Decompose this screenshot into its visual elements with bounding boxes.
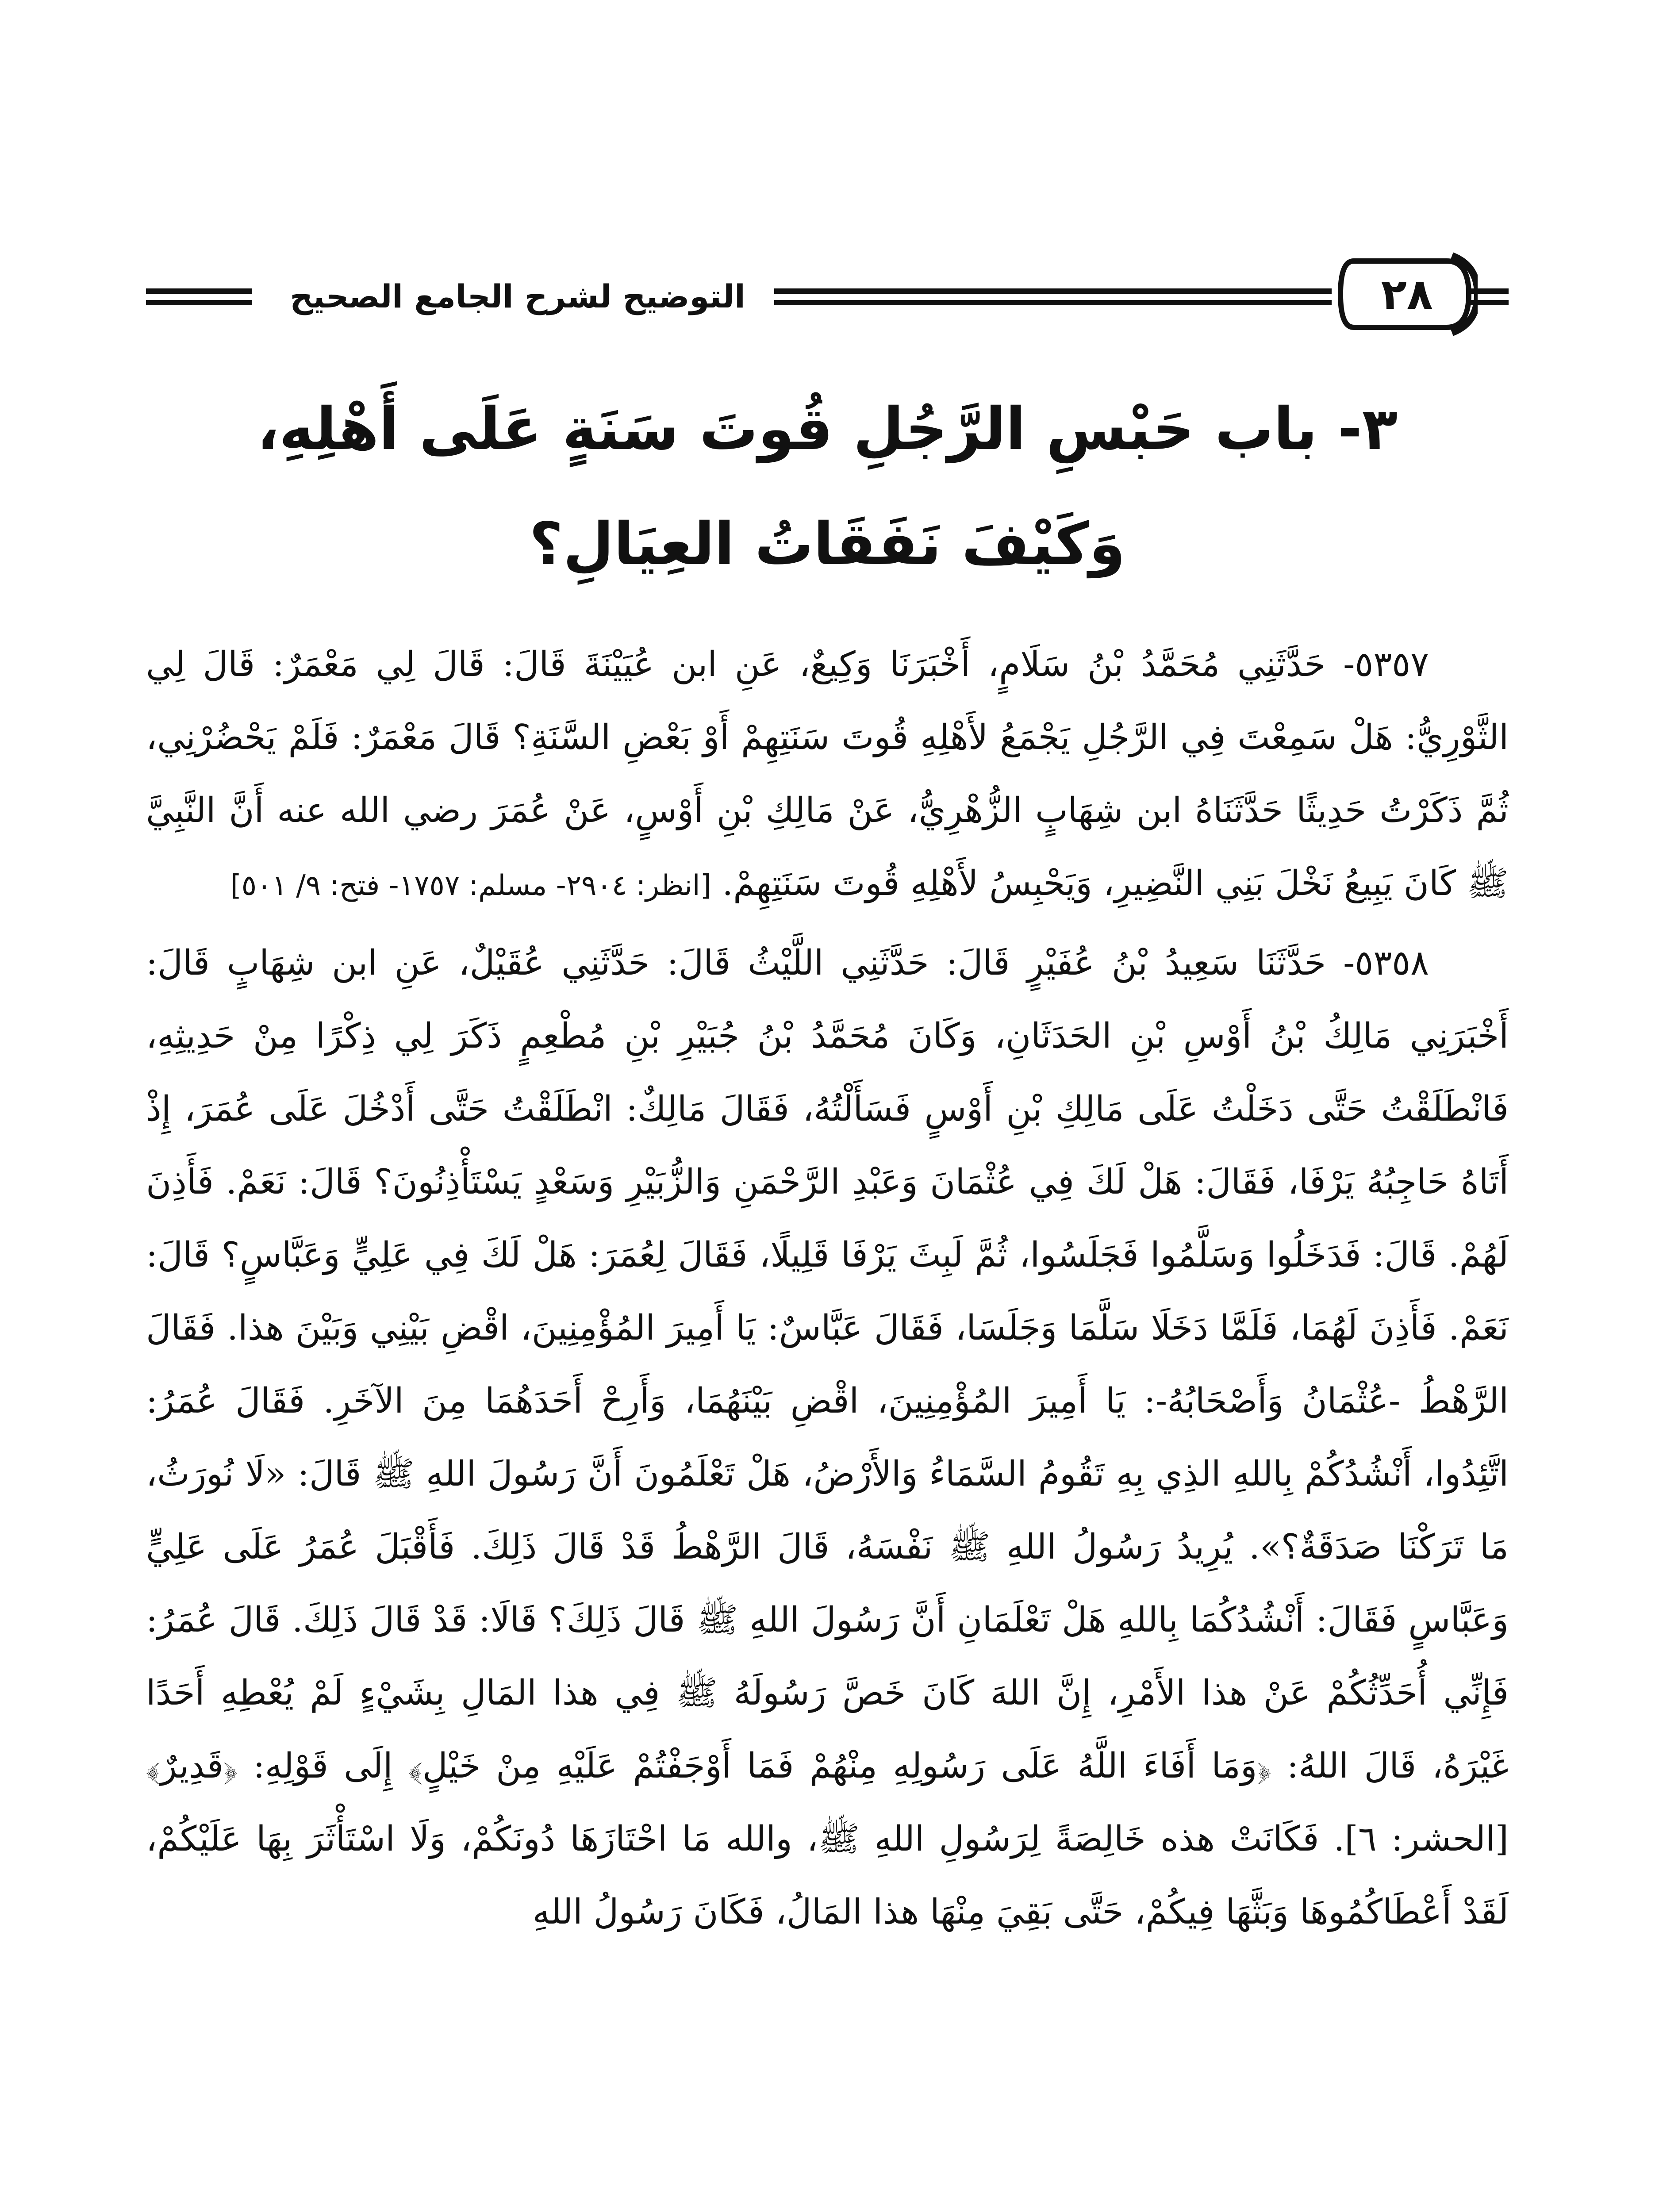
page-number-badge	[1336, 252, 1478, 336]
header-rule-right	[1469, 288, 1509, 305]
body-text	[146, 628, 1509, 1949]
header-rule-left	[146, 288, 252, 305]
chapter-heading-line-2: وَكَيْفَ نَفَقَاتُ العِيَالِ؟	[529, 510, 1125, 578]
chapter-heading-line-1: ٣- باب حَبْسِ الرَّجُلِ قُوتَ سَنَةٍ عَلَى أَهْلِهِ،	[257, 395, 1398, 463]
running-header	[146, 248, 1509, 345]
hadith-5358	[146, 927, 1509, 1949]
hadith-5357-reference: [انظر: ٢٩٠٤- مسلم: ١٧٥٧- فتح: ٩/ ٥٠١]	[230, 869, 711, 902]
hadith-5358-text: ٥٣٥٨- حَدَّثَنَا سَعِيدُ بْنُ عُفَيْرٍ قَالَ: حَدَّثَنِي اللَّيْثُ قَالَ: حَدَّثَنِي عُقَيْلٌ، عَنِ ابن شِهَابٍ قَالَ: أَخْبَرَنِي مَالِكُ بْنُ أَوْسِ بْنِ الحَدَثَانِ، وَكَانَ مُحَمَّدُ بْنُ جُبَيْرِ بْنِ مُطْعِمٍ ذَكَرَ لِي ذِكْرًا مِنْ حَدِيثِهِ، فَانْطَلَقْتُ حَتَّى دَخَلْتُ عَلَى مَالِكِ بْنِ أَوْسٍ فَسَأَلْتُهُ، فَقَالَ مَالِكٌ: انْطَلَقْتُ حَتَّى أَدْخُلَ عَلَى عُمَرَ، إِذْ أَتَاهُ حَاجِبُهُ يَرْفَا، فَقَالَ: هَلْ لَكَ فِي عُثْمَانَ وَعَبْدِ الرَّحْمَنِ وَالزُّبَيْرِ وَسَعْدٍ يَسْتَأْذِنُونَ؟ قَالَ: نَعَمْ. فَأَذِنَ لَهُمْ. قَالَ: فَدَخَلُوا وَسَلَّمُوا فَجَلَسُوا، ثُمَّ لَبِثَ يَرْفَا قَلِيلًا، فَقَالَ لِعُمَرَ: هَلْ لَكَ فِي عَلِيٍّ وَعَبَّاسٍ؟ قَالَ: نَعَمْ. فَأَذِنَ لَهُمَا، فَلَمَّا دَخَلَا سَلَّمَا وَجَلَسَا، فَقَالَ عَبَّاسٌ: يَا أَمِيرَ المُؤْمِنِينَ، اقْضِ بَيْنِي وَبَيْنَ هذا. فَقَالَ الرَّهْطُ -عُثْمَانُ وَأَصْحَابُهُ-: يَا أَمِيرَ المُؤْمِنِينَ، اقْضِ بَيْنَهُمَا، وَأَرِحْ أَحَدَهُمَا مِنَ الآخَرِ. فَقَالَ عُمَرُ: اتَّئِدُوا، أَنْشُدُكُمْ بِاللهِ الذِي بِهِ تَقُومُ السَّمَاءُ وَالأَرْضُ، هَلْ تَعْلَمُونَ أَنَّ رَسُولَ اللهِ ﷺ قَالَ: «لَا نُورَثُ، مَا تَرَكْنَا صَدَقَةٌ؟». يُرِيدُ رَسُولُ اللهِ ﷺ نَفْسَهُ، قَالَ الرَّهْطُ قَدْ قَالَ ذَلِكَ. فَأَقْبَلَ عُمَرُ عَلَى عَلِيٍّ وَعَبَّاسٍ فَقَالَ: أَنْشُدُكُمَا بِاللهِ هَلْ تَعْلَمَانِ أَنَّ رَسُولَ اللهِ ﷺ قَالَ ذَلِكَ؟ قَالَا: قَدْ قَالَ ذَلِكَ. قَالَ عُمَرُ: فَإِنِّي أُحَدِّثُكُمْ عَنْ هذا الأَمْرِ، إِنَّ اللهَ كَانَ خَصَّ رَسُولَهُ ﷺ فِي هذا المَالِ بِشَيْءٍ لَمْ يُعْطِهِ أَحَدًا غَيْرَهُ، قَالَ اللهُ: ﴿وَمَا أَفَاءَ اللَّهُ عَلَى رَسُولِهِ مِنْهُمْ فَمَا أَوْجَفْتُمْ عَلَيْهِ مِنْ خَيْلٍ﴾ إِلَى قَوْلِهِ: ﴿قَدِيرٌ﴾ [الحشر: ٦]. فَكَانَتْ هذه خَالِصَةً لِرَسُولِ اللهِ ﷺ، والله مَا احْتَازَهَا دُونَكُمْ، وَلَا اسْتَأْثَرَ بِهَا عَلَيْكُمْ، لَقَدْ أَعْطَاكُمُوهَا وَبَثَّهَا فِيكُمْ، حَتَّى بَقِيَ مِنْهَا هذا المَالُ، فَكَانَ رَسُولُ اللهِ	[146, 943, 1509, 1932]
hadith-5357-text: ٥٣٥٧- حَدَّثَنِي مُحَمَّدُ بْنُ سَلَامٍ، أَخْبَرَنَا وَكِيعٌ، عَنِ ابن عُيَيْنَةَ قَالَ: قَالَ لِي مَعْمَرٌ: قَالَ لِي الثَّوْرِيُّ: هَلْ سَمِعْتَ فِي الرَّجُلِ يَجْمَعُ لأَهْلِهِ قُوتَ سَنَتِهِمْ أَوْ بَعْضِ السَّنَةِ؟ قَالَ مَعْمَرٌ: فَلَمْ يَحْضُرْنِي، ثُمَّ ذَكَرْتُ حَدِيثًا حَدَّثَنَاهُ ابن شِهَابٍ الزُّهْرِيُّ، عَنْ مَالِكِ بْنِ أَوْسٍ، عَنْ عُمَرَ رضي الله عنه أَنَّ النَّبِيَّ ﷺ كَانَ يَبِيعُ نَخْلَ بَنِي النَّضِيرِ، وَيَحْبِسُ لأَهْلِهِ قُوتَ سَنَتِهِمْ.	[146, 645, 1509, 903]
hadith-5357	[146, 628, 1509, 922]
header-rule-middle	[774, 288, 1332, 305]
book-title: التوضيح لشرح الجامع الصحيح	[290, 278, 745, 315]
page-number: ٢٨	[1381, 269, 1433, 319]
chapter-heading	[146, 372, 1509, 602]
